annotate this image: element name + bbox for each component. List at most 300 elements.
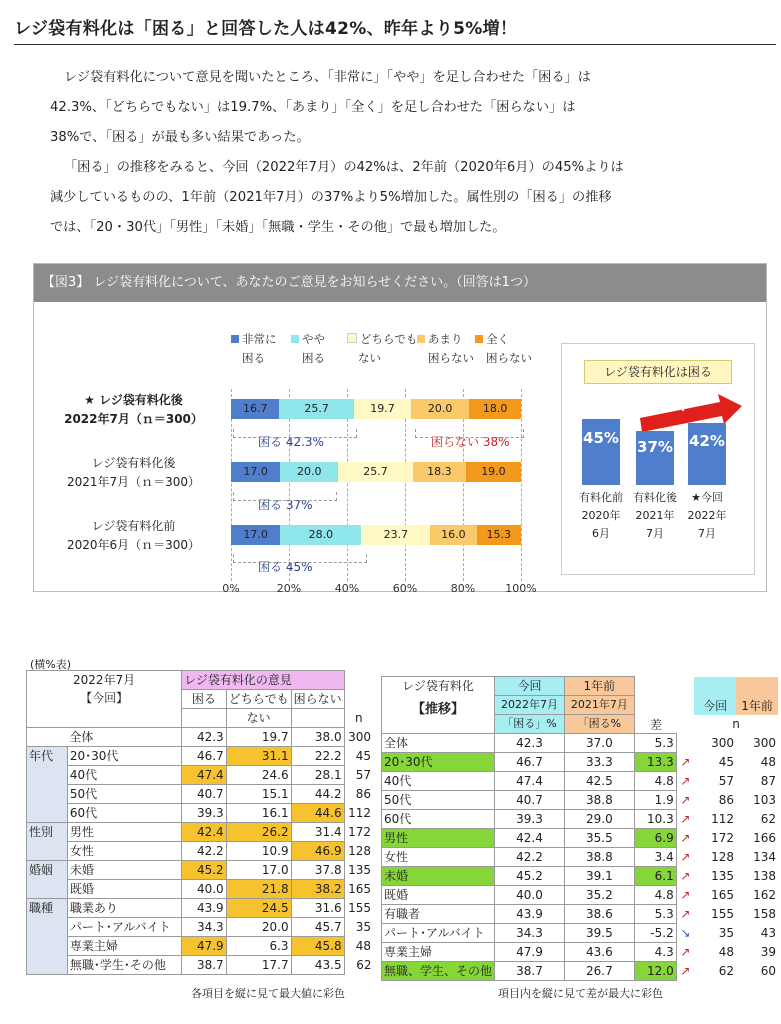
cell-n-now: 57 <box>718 774 735 788</box>
cell-n-now: 35 <box>718 926 735 940</box>
table-left-caption: (横%表) <box>30 658 72 671</box>
cell-n: 300 <box>348 730 371 744</box>
cell-diff: 4.3 <box>634 943 676 962</box>
row-label: 全体 <box>67 728 181 747</box>
cell-value: 46.9 <box>291 842 344 861</box>
table-header-row <box>382 677 779 696</box>
cell-n-now: 165 <box>711 888 735 902</box>
bar-segment: 28.0 <box>280 525 361 545</box>
cell-prev: 39.1 <box>564 867 634 886</box>
trend-arrow-icon: ↗ <box>680 812 691 826</box>
cell-n-prev: 166 <box>753 831 776 845</box>
cell-value: 26.2 <box>226 823 291 842</box>
cell-value: 44.6 <box>291 804 344 823</box>
cell-n-prev: 60 <box>760 964 776 978</box>
bar-segment: 15.3 <box>477 525 521 545</box>
row-label: 40代 <box>382 772 495 791</box>
cell-value: 31.6 <box>291 899 344 918</box>
bar-segment: 25.7 <box>338 462 413 482</box>
row-label: 未婚 <box>382 867 495 886</box>
table-header-n-prev: 1年前 <box>736 677 778 715</box>
cell-value: 17.0 <box>226 861 291 880</box>
row-label: 男性 <box>382 829 495 848</box>
cell-n-now: 62 <box>718 964 735 978</box>
cell-prev: 38.8 <box>564 791 634 810</box>
trend-arrow-icon <box>676 734 694 753</box>
brace-komaranai-2022 <box>415 429 524 438</box>
legend-label: ない <box>358 351 381 365</box>
paragraph-1 <box>50 63 764 153</box>
cell-prev: 38.8 <box>564 848 634 867</box>
row-label <box>46 391 221 429</box>
cell-prev: 37.0 <box>564 734 634 753</box>
cell-n-now: 128 <box>711 850 735 864</box>
inset-bar: 42% <box>688 423 726 485</box>
table-row <box>382 867 779 886</box>
cell-value: 22.2 <box>291 747 344 766</box>
cell-value: 37.8 <box>291 861 344 880</box>
cell-now: 43.9 <box>495 905 565 924</box>
cell-n-prev: 300 <box>753 736 776 750</box>
figure-3 <box>33 263 767 595</box>
cell-n: 155 <box>348 901 371 915</box>
cell-n: 45 <box>355 749 371 763</box>
cell-value: 39.3 <box>182 804 227 823</box>
bar-segment: 23.7 <box>362 525 431 545</box>
row-label: 無職、学生、その他 <box>382 962 495 981</box>
legend-label: 困る <box>302 351 325 365</box>
cell-now: 40.7 <box>495 791 565 810</box>
legend-label: 困らない <box>428 351 474 365</box>
cell-prev: 33.3 <box>564 753 634 772</box>
row-label-line: 2022年7月（ｎ＝300） <box>64 412 203 426</box>
inset-chart <box>561 343 755 575</box>
table-header-komaranai: 困らない <box>291 690 344 709</box>
table-current-body <box>27 728 374 975</box>
row-label-line: 2021年7月（ｎ＝300） <box>66 475 201 489</box>
cell-diff: 13.3 <box>634 753 676 772</box>
inset-title: レジ袋有料化は困る <box>584 360 732 384</box>
legend-item <box>231 330 277 368</box>
table-row <box>27 804 374 823</box>
cell-value: 28.1 <box>291 766 344 785</box>
table-header-n: n <box>354 711 363 725</box>
legend-swatch <box>347 333 357 343</box>
inset-bar-label-line: 6月 <box>592 527 610 540</box>
cell-n-now: 172 <box>711 831 735 845</box>
cell-n: 62 <box>356 958 372 972</box>
table-header-now: 今回 <box>495 677 565 696</box>
table-header-blank <box>344 690 373 709</box>
bar-segment: 18.3 <box>413 462 466 482</box>
legend-label: どちらでも <box>360 332 418 346</box>
table-row <box>382 924 779 943</box>
trend-arrow-icon: ↗ <box>680 774 691 788</box>
trend-arrow-icon: ↘ <box>680 926 691 940</box>
table-row <box>27 880 374 899</box>
table-header-blank <box>291 709 344 728</box>
header-line: レジ袋有料化 <box>402 679 474 693</box>
table-row <box>382 829 779 848</box>
cell-n-prev: 134 <box>753 850 776 864</box>
x-tick-label: 40% <box>334 582 360 595</box>
cell-value: 20.0 <box>226 918 291 937</box>
bar-segment: 25.7 <box>279 399 354 419</box>
bar-segment: 17.0 <box>231 462 280 482</box>
paragraph-line: レジ袋有料化について意見を聞いたところ、「非常に」「やや」を足し合わせた「困る」は <box>64 70 591 85</box>
cell-value: 44.2 <box>291 785 344 804</box>
cell-now: 39.3 <box>495 810 565 829</box>
inset-bar: 45% <box>582 419 620 485</box>
cell-value: 21.8 <box>226 880 291 899</box>
trend-arrow-icon: ↗ <box>680 850 691 864</box>
cell-n: 135 <box>348 863 371 877</box>
up-label: 5% Up <box>645 396 690 418</box>
cell-value: 24.6 <box>226 766 291 785</box>
table-header-n-now: 今回 <box>694 677 736 715</box>
cell-prev: 26.7 <box>564 962 634 981</box>
cell-n: 35 <box>355 920 371 934</box>
table-header-blank <box>182 709 227 728</box>
page-title: レジ袋有料化は「困る」と回答した人は42%、昨年より5%増！ <box>14 19 518 39</box>
table-header-prev: 1年前 <box>564 677 634 696</box>
cell-value: 42.4 <box>182 823 227 842</box>
cell-diff: 6.9 <box>634 829 676 848</box>
row-label: パート･アルバイト <box>67 918 181 937</box>
row-label: 60代 <box>67 804 181 823</box>
trend-arrow-icon: ↗ <box>680 888 691 902</box>
trend-arrow-icon: ↗ <box>680 945 691 959</box>
legend-label: 困る <box>242 351 265 365</box>
inset-bar-label-line: 2021年 <box>635 509 675 522</box>
legend-swatch <box>231 335 239 343</box>
gridline <box>521 389 523 581</box>
table-row <box>27 842 374 861</box>
legend-label: 困らない <box>486 351 532 365</box>
row-label: 20･30代 <box>67 747 181 766</box>
table-row <box>27 823 374 842</box>
legend-label: やや <box>302 332 325 346</box>
legend-swatch <box>291 335 299 343</box>
cell-n-prev: 158 <box>753 907 776 921</box>
paragraph-line: では、「20・30代」「男性」「未婚」「無職・学生・その他」で最も増加した。 <box>50 220 506 235</box>
table-row <box>382 810 779 829</box>
annotation-komaru-2021: 困る 37% <box>258 498 313 512</box>
cell-value: 40.0 <box>182 880 227 899</box>
table-header-komaru: 困る <box>182 690 227 709</box>
table-trend-body <box>382 734 779 981</box>
table-right-note: 項目内を縦に見て差が最大に彩色 <box>498 987 663 1000</box>
row-label: 職業あり <box>67 899 181 918</box>
cell-value: 10.9 <box>226 842 291 861</box>
table-trend <box>381 676 778 981</box>
cell-n-prev: 39 <box>760 945 776 959</box>
table-row <box>27 899 374 918</box>
cell-diff: 5.3 <box>634 905 676 924</box>
brace-komaru-2020 <box>233 554 367 563</box>
table-row <box>27 766 374 785</box>
row-label: 有職者 <box>382 905 495 924</box>
cell-n-prev: 87 <box>760 774 776 788</box>
cell-n-prev: 103 <box>753 793 776 807</box>
table-row <box>382 943 779 962</box>
cell-diff: 6.1 <box>634 867 676 886</box>
annotation-komaru-2022: 困る 42.3% <box>258 435 324 449</box>
table-header-diff: 差 <box>650 718 663 732</box>
row-label-line: 2020年6月（ｎ＝300） <box>66 538 201 552</box>
cell-now: 40.0 <box>495 886 565 905</box>
header-line: 【推移】 <box>412 702 465 717</box>
cell-n-now: 300 <box>711 736 735 750</box>
cell-now: 42.2 <box>495 848 565 867</box>
x-tick-label: 60% <box>392 582 418 595</box>
cell-n-now: 86 <box>718 793 735 807</box>
cell-diff: 4.8 <box>634 886 676 905</box>
table-row <box>382 791 779 810</box>
cell-prev: 39.5 <box>564 924 634 943</box>
row-label: 無職･学生･その他 <box>67 956 181 975</box>
table-row <box>382 962 779 981</box>
cell-value: 38.2 <box>291 880 344 899</box>
cell-n: 165 <box>348 882 371 896</box>
row-category: 婚姻 <box>27 861 68 899</box>
cell-value: 34.3 <box>182 918 227 937</box>
cell-n: 48 <box>355 939 371 953</box>
inset-bar-label-line: 7月 <box>698 527 716 540</box>
row-label: 既婚 <box>382 886 495 905</box>
table-row <box>382 886 779 905</box>
paragraph-line: 「困る」の推移をみると、今回（2022年7月）の42%は、2年前（2020年6月）の45%よりは <box>64 160 624 175</box>
cell-now: 47.4 <box>495 772 565 791</box>
cell-n-prev: 138 <box>753 869 776 883</box>
cell-prev: 35.2 <box>564 886 634 905</box>
inset-bar-label <box>678 489 736 543</box>
cell-value: 38.7 <box>182 956 227 975</box>
legend-swatch <box>475 335 483 343</box>
trend-arrow-icon: ↗ <box>680 831 691 845</box>
table-header-now-unit: 「困る」% <box>495 715 565 734</box>
cell-n-now: 45 <box>718 755 735 769</box>
cell-n-prev: 162 <box>753 888 776 902</box>
cell-value: 43.9 <box>182 899 227 918</box>
table-header-prev-date: 2021年7月 <box>564 696 634 715</box>
cell-now: 42.4 <box>495 829 565 848</box>
row-label-line: レジ袋有料化後 <box>91 456 176 470</box>
x-tick-label: 100% <box>505 582 537 595</box>
cell-prev: 43.6 <box>564 943 634 962</box>
cell-value: 6.3 <box>226 937 291 956</box>
cell-now: 38.7 <box>495 962 565 981</box>
cell-n-prev: 43 <box>760 926 776 940</box>
paragraph-line: 38%で、「困る」が最も多い結果であった。 <box>50 130 310 145</box>
cell-value: 42.2 <box>182 842 227 861</box>
cell-value: 42.3 <box>182 728 227 747</box>
cell-n-now: 155 <box>711 907 735 921</box>
cell-n: 86 <box>355 787 371 801</box>
cell-n-prev: 48 <box>760 755 776 769</box>
row-category <box>27 728 68 747</box>
table-header-prev-unit: 「困る% <box>564 715 634 734</box>
cell-diff: 10.3 <box>634 810 676 829</box>
cell-value: 40.7 <box>182 785 227 804</box>
cell-n-prev: 62 <box>760 812 776 826</box>
cell-value: 31.4 <box>291 823 344 842</box>
paragraph-line: 42.3%、「どちらでもない」は19.7%、「あまり」「全く」を足し合わせた「困らない」は <box>50 100 576 115</box>
table-row <box>27 956 374 975</box>
cell-n: 128 <box>348 844 371 858</box>
bar-segment: 18.0 <box>469 399 521 419</box>
row-label <box>46 454 221 492</box>
inset-bar-label-line: 7月 <box>646 527 664 540</box>
inset-bar-label <box>572 489 630 543</box>
cell-n-now: 48 <box>718 945 735 959</box>
cell-prev: 42.5 <box>564 772 634 791</box>
inset-bar-label-line: ★今回 <box>691 491 723 504</box>
annotation-komaranai-2022: 困らない 38% <box>431 435 510 449</box>
cell-n: 112 <box>348 806 371 820</box>
row-label <box>46 517 221 555</box>
x-tick-label: 80% <box>450 582 476 595</box>
legend-swatch <box>417 335 425 343</box>
cell-value: 43.5 <box>291 956 344 975</box>
table-row <box>382 848 779 867</box>
row-category: 年代 <box>27 747 68 823</box>
cell-value: 15.1 <box>226 785 291 804</box>
inset-bar-label-line: 有料化前 <box>579 491 623 504</box>
table-row <box>382 772 779 791</box>
cell-value: 45.2 <box>182 861 227 880</box>
row-label: 50代 <box>382 791 495 810</box>
cell-value: 47.4 <box>182 766 227 785</box>
row-label: 女性 <box>382 848 495 867</box>
cell-diff: 3.4 <box>634 848 676 867</box>
header-line: 【今回】 <box>80 691 129 705</box>
cell-diff: 4.8 <box>634 772 676 791</box>
cell-value: 24.5 <box>226 899 291 918</box>
table-row <box>382 753 779 772</box>
cell-n: 57 <box>355 768 371 782</box>
table-row <box>27 747 374 766</box>
cell-diff: 5.3 <box>634 734 676 753</box>
row-category: 職種 <box>27 899 68 975</box>
cell-now: 45.2 <box>495 867 565 886</box>
inset-bar-label-line: 有料化後 <box>633 491 677 504</box>
table-row <box>27 937 374 956</box>
legend-item <box>417 330 474 368</box>
cell-value: 47.9 <box>182 937 227 956</box>
annotation-komaru-2020: 困る 45% <box>258 560 313 574</box>
paragraph-2 <box>50 153 764 243</box>
row-label: パート･アルバイト <box>382 924 495 943</box>
cell-n-now: 112 <box>711 812 735 826</box>
bar-segment: 19.0 <box>466 462 521 482</box>
trend-arrow-icon: ↗ <box>680 907 691 921</box>
cell-prev: 38.6 <box>564 905 634 924</box>
table-header-blank <box>344 671 373 690</box>
row-label: 20･30代 <box>382 753 495 772</box>
cell-value: 31.1 <box>226 747 291 766</box>
table-header-period <box>27 671 182 728</box>
row-label: 女性 <box>67 842 181 861</box>
trend-arrow-icon: ↗ <box>680 755 691 769</box>
x-tick-label: 20% <box>276 582 302 595</box>
cell-value: 45.7 <box>291 918 344 937</box>
cell-value: 17.7 <box>226 956 291 975</box>
row-label: 専業主婦 <box>382 943 495 962</box>
trend-arrow-icon: ↗ <box>680 869 691 883</box>
row-label: 50代 <box>67 785 181 804</box>
table-left-note: 各項目を縦に見て最大値に彩色 <box>191 987 345 1000</box>
table-row <box>382 905 779 924</box>
table-header-group: レジ袋有料化の意見 <box>182 671 344 690</box>
cell-now: 46.7 <box>495 753 565 772</box>
cell-value: 19.7 <box>226 728 291 747</box>
table-header-row <box>27 671 374 690</box>
row-label: 既婚 <box>67 880 181 899</box>
row-label: 男性 <box>67 823 181 842</box>
header-line: 2022年7月 <box>73 673 136 687</box>
cell-diff: 1.9 <box>634 791 676 810</box>
inset-bar-label-line: 2022年 <box>687 509 727 522</box>
table-row <box>382 734 779 753</box>
x-tick-label: 0% <box>222 582 240 595</box>
figure-heading: 【図3】 レジ袋有料化について、あなたのご意見をお知らせください。（回答は1つ） <box>34 264 766 302</box>
cell-prev: 35.5 <box>564 829 634 848</box>
cell-n-now: 135 <box>711 869 735 883</box>
table-row <box>27 728 374 747</box>
legend-label: 非常に <box>242 332 277 346</box>
row-label: 未婚 <box>67 861 181 880</box>
cell-value: 16.1 <box>226 804 291 823</box>
inset-bar-label <box>626 489 684 543</box>
paragraph-line: 減少しているものの、1年前（2021年7月）の37%より5%増加した。属性別の「困る」の推移 <box>50 190 612 205</box>
brace-komaru-2022 <box>233 429 357 438</box>
table-header-trend <box>382 677 495 734</box>
table-row <box>27 918 374 937</box>
bar-segment: 20.0 <box>280 462 338 482</box>
legend-item <box>475 330 532 368</box>
brace-komaru-2021 <box>233 492 337 501</box>
legend-item <box>291 330 325 368</box>
cell-now: 34.3 <box>495 924 565 943</box>
row-label: 専業主婦 <box>67 937 181 956</box>
cell-n: 172 <box>348 825 371 839</box>
trend-arrow-icon: ↗ <box>680 793 691 807</box>
table-header-dochira-2: ない <box>226 709 291 728</box>
inset-bar-label-line: 2020年 <box>581 509 621 522</box>
table-header-now-date: 2022年7月 <box>495 696 565 715</box>
legend-item <box>347 330 417 368</box>
legend-label: 全く <box>486 332 509 346</box>
cell-prev: 29.0 <box>564 810 634 829</box>
row-label: 60代 <box>382 810 495 829</box>
cell-now: 47.9 <box>495 943 565 962</box>
table-header-dochira: どちらでも <box>226 690 291 709</box>
bar-segment: 19.7 <box>354 399 411 419</box>
row-category: 性別 <box>27 823 68 861</box>
title-divider <box>14 44 776 45</box>
bar-segment: 16.0 <box>430 525 476 545</box>
table-current <box>26 670 374 975</box>
bar-segment: 20.0 <box>411 399 469 419</box>
row-label: 全体 <box>382 734 495 753</box>
cell-value: 46.7 <box>182 747 227 766</box>
inset-bar: 37% <box>636 431 674 485</box>
cell-now: 42.3 <box>495 734 565 753</box>
cell-value: 45.8 <box>291 937 344 956</box>
table-row <box>27 785 374 804</box>
cell-value: 38.0 <box>291 728 344 747</box>
